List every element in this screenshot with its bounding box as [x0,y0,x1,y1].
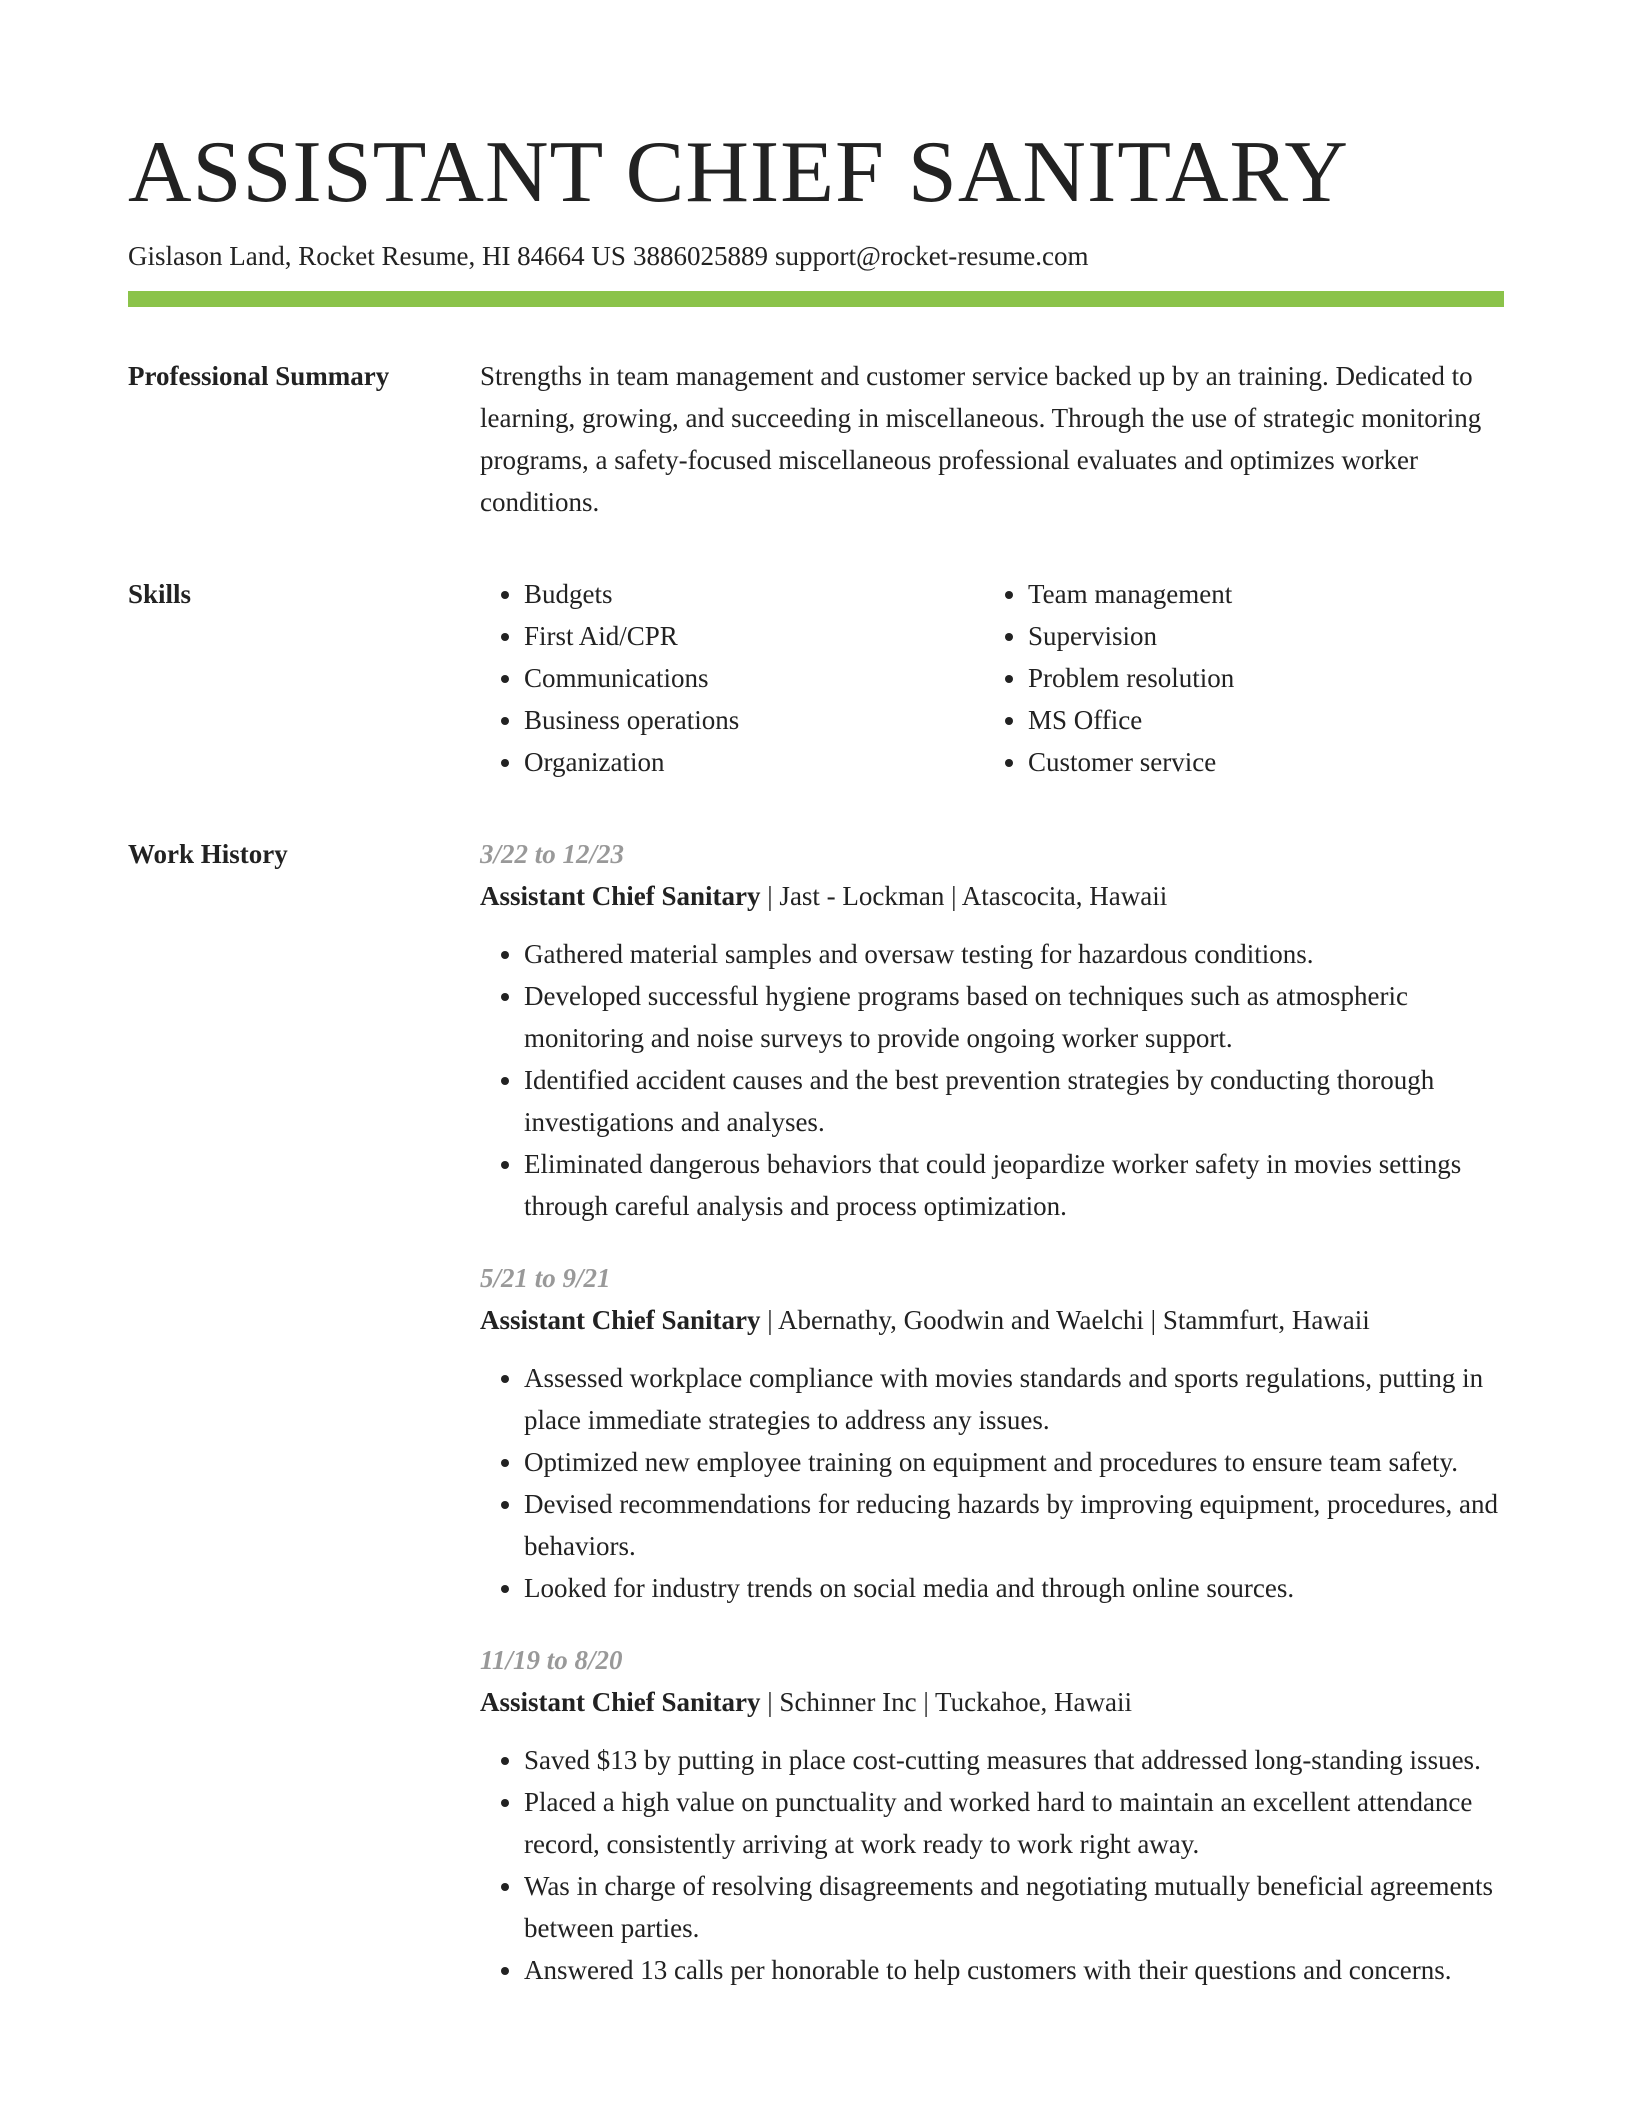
job-bullets [480,1357,1504,1609]
summary-text: Strengths in team management and customer service backed up by an training. Dedicated to learning, growing, and succeeding in miscellaneous. Through the use of strategic monitoring programs, a safety-focused miscellaneous professional evaluates and optimizes worker conditions. [480,361,1482,517]
work-history-list [480,833,1504,1991]
skill-item: • MS Office [1028,699,1488,741]
skill-item: • Customer service [1028,741,1488,783]
skill-item: • Problem resolution [1028,657,1488,699]
skill-item: • Budgets [524,573,984,615]
job-entry [480,1639,1504,1991]
job-bullet: • Gathered material samples and oversaw testing for hazardous conditions. [524,933,1504,975]
job-bullet: • Saved $13 by putting in place cost-cutting measures that addressed long-standing issues. [524,1739,1504,1781]
job-dates: 11/19 to 8/20 [480,1645,623,1675]
job-bullet: • Looked for industry trends on social media and through online sources. [524,1567,1504,1609]
skills-column-left [480,573,984,783]
candidate-name: ASSISTANT CHIEF SANITARY [128,124,1349,221]
skills-column-right [984,573,1488,783]
skill-item: • First Aid/CPR [524,615,984,657]
work-history-heading: Work History [128,839,288,869]
job-title-line [480,1299,1504,1341]
resume-page [128,118,1504,1991]
contact-line [128,236,1504,276]
contact-email: support@rocket-resume.com [774,241,1089,271]
job-position: Assistant Chief Sanitary [480,881,761,911]
job-entry [480,833,1504,1227]
job-bullet: • Optimized new employee training on equipment and procedures to ensure team safety. [524,1441,1504,1483]
skill-item: • Team management [1028,573,1488,615]
summary-heading: Professional Summary [128,361,390,391]
skills-section [128,573,1504,783]
job-title-line [480,875,1504,917]
job-bullet: • Devised recommendations for reducing hazards by improving equipment, procedures, and behaviors. [524,1483,1504,1567]
job-employer-location: | Abernathy, Goodwin and Waelchi | Stammfurt, Hawaii [760,1305,1370,1335]
job-entry [480,1257,1504,1609]
job-bullet: • Assessed workplace compliance with movies standards and sports regulations, putting in place immediate strategies to address any issues. [524,1357,1504,1441]
job-bullet: • Developed successful hygiene programs based on techniques such as atmospheric monitoring and noise surveys to provide ongoing worker support. [524,975,1504,1059]
contact-address: Gislason Land, Rocket Resume, HI 84664 US [128,241,626,271]
job-position: Assistant Chief Sanitary [480,1305,761,1335]
job-position: Assistant Chief Sanitary [480,1687,761,1717]
skill-item: • Business operations [524,699,984,741]
skills-heading: Skills [128,579,192,609]
skills-list [480,573,1504,783]
skill-item: • Organization [524,741,984,783]
job-bullet: • Was in charge of resolving disagreements and negotiating mutually beneficial agreements between parties. [524,1865,1504,1949]
job-bullet: • Identified accident causes and the best prevention strategies by conducting thorough investigations and analyses. [524,1059,1504,1143]
job-bullet: • Eliminated dangerous behaviors that could jeopardize worker safety in movies settings through careful analysis and process optimization. [524,1143,1504,1227]
summary-section [128,355,1504,523]
skill-item: • Supervision [1028,615,1488,657]
job-dates: 3/22 to 12/23 [480,839,625,869]
job-bullets [480,933,1504,1227]
job-bullet: • Placed a high value on punctuality and worked hard to maintain an excellent attendance record, consistently arriving at work ready to work right away. [524,1781,1504,1865]
job-bullets [480,1739,1504,1991]
job-dates: 5/21 to 9/21 [480,1263,611,1293]
header-divider [128,291,1504,307]
job-bullet: • Answered 13 calls per honorable to help customers with their questions and concerns. [524,1949,1504,1991]
contact-phone: 3886025889 [632,241,768,271]
skill-item: • Communications [524,657,984,699]
work-history-section [128,833,1504,1991]
job-employer-location: | Schinner Inc | Tuckahoe, Hawaii [760,1687,1133,1717]
job-employer-location: | Jast - Lockman | Atascocita, Hawaii [760,881,1168,911]
job-title-line [480,1681,1504,1723]
